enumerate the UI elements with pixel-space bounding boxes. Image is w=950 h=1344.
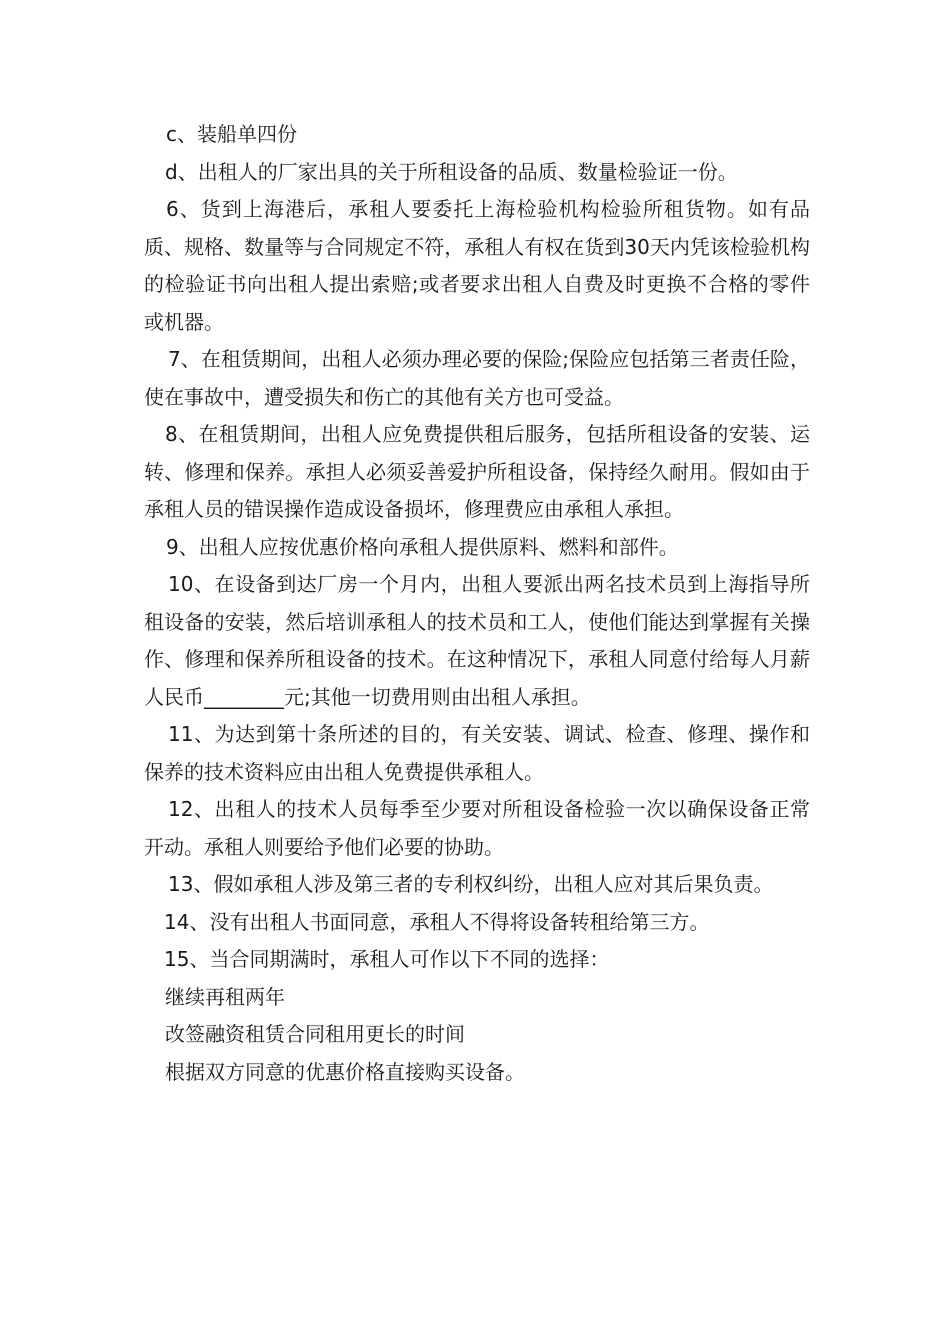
option-finance-lease: 改签融资租赁合同租用更长的时间 [165, 1022, 465, 1046]
clause-9: 9、出租人应按优惠价格向承租人提供原料、燃料和部件。 [166, 534, 679, 559]
clause-13: 13、假如承租人涉及第三者的专利权纠纷，出租人应对其后果负责。 [168, 872, 774, 896]
paragraph-d: d、出租人的厂家出具的关于所租设备的品质、数量检验证一份。 [165, 159, 738, 184]
contract-body [144, 116, 810, 1091]
clause-8: 8、在租赁期间，出租人应免费提供租后服务，包括所租设备的安装、运转、修理和保养。承担人必须妥善爱护所租设备，保持经久耐用。假如由于承租人员的错误操作造成设备损坏，修理费应由承租人承担。 [144, 422, 810, 521]
option-purchase: 根据双方同意的优惠价格直接购买设备。 [165, 1059, 525, 1084]
paragraph-c: c、装船单四份 [166, 122, 297, 146]
clause-15: 15、当合同期满时，承租人可作以下不同的选择： [164, 947, 610, 971]
clause-12: 12、出租人的技术人员每季至少要对所租设备检验一次以确保设备正常开动。承租人则要给予他们必要的协助。 [144, 797, 810, 859]
clause-7: 7、在租赁期间，出租人必须办理必要的保险;保险应包括第三者责任险，使在事故中，遭受损失和伤亡的其他有关方也可受益。 [144, 347, 810, 409]
clause-11: 11、为达到第十条所述的目的，有关安装、调试、检查、修理、操作和保养的技术资料应由出租人免费提供承租人。 [144, 722, 810, 784]
option-renew: 继续再租两年 [165, 984, 285, 1009]
clause-6: 6、货到上海港后，承租人要委托上海检验机构检验所租货物。如有品质、规格、数量等与合同规定不符，承租人有权在货到30天内凭该检验机构的检验证书向出租人提出索赔;或者要求出租人自费及时更换不合格的零件或机器。 [144, 197, 810, 334]
clause-14: 14、没有出租人书面同意，承租人不得将设备转租给第三方。 [164, 909, 710, 934]
clause-10: 10、在设备到达厂房一个月内，出租人要派出两名技术员到上海指导所租设备的安装，然后培训承租人的技术员和工人，使他们能达到掌握有关操作、修理和保养所租设备的技术。在这种情况下，承租人同意付给每人月薪人民币________元;其他一切费用则由出租人承担。 [144, 572, 810, 709]
